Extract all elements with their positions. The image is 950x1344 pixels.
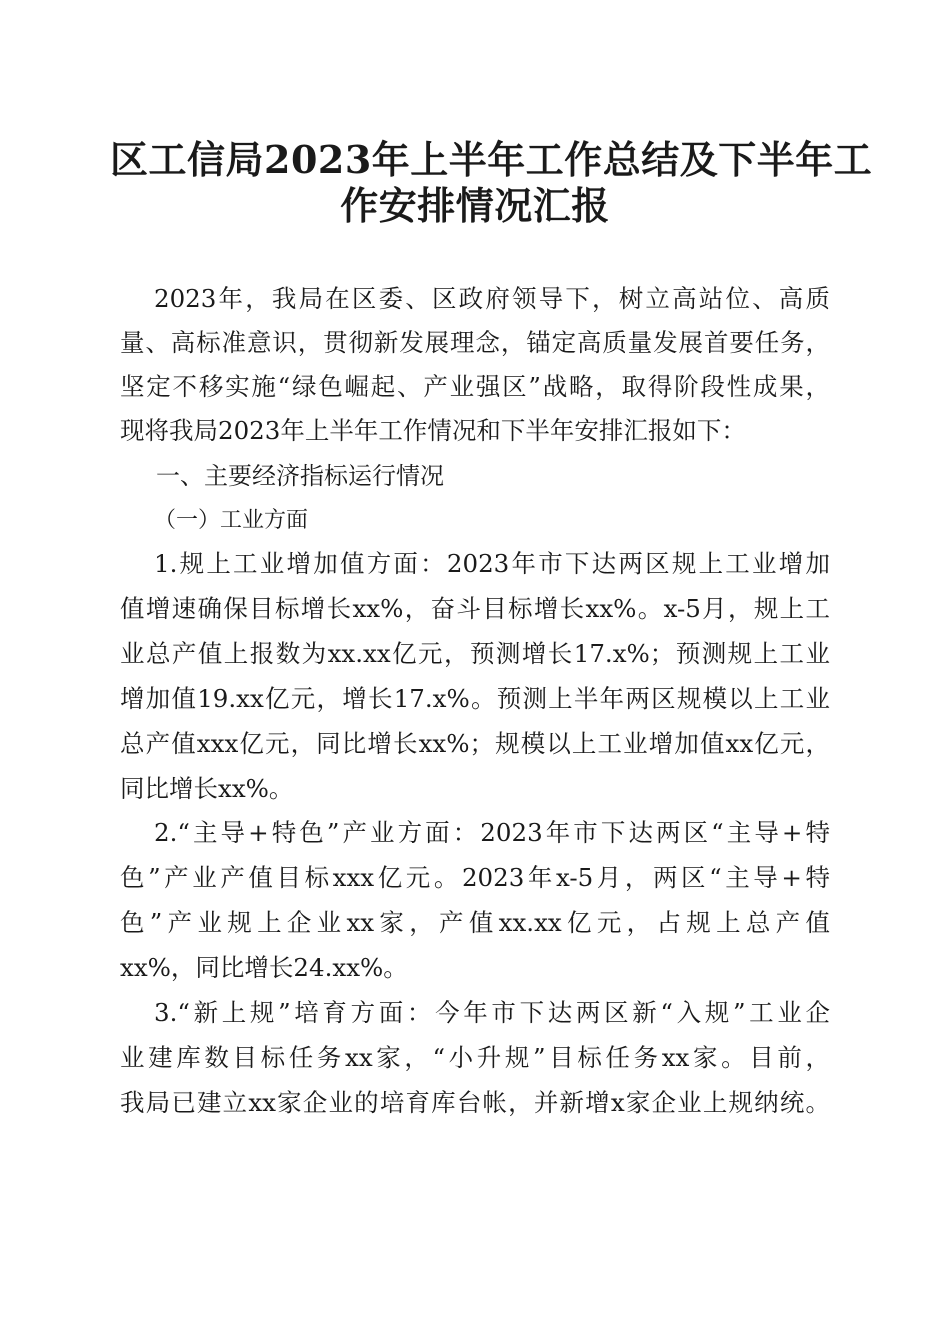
item1-line-6: 同比增长xx%。 — [120, 774, 294, 803]
document-title-line-1: 区工信局2023年上半年工作总结及下半年工 — [110, 137, 873, 182]
item3-line-2: 业建库数目标任务xx家，“小升规”目标任务xx家。目前， — [120, 1043, 830, 1072]
item1-line-4: 增加值19.xx亿元，增长17.x%。预测上半年两区规模以上工业 — [120, 684, 830, 713]
item2-line-2: 色”产业产值目标xxx亿元。2023年x-5月，两区“主导+特 — [120, 863, 830, 892]
item1-line-3: 业总产值上报数为xx.xx亿元，预测增长17.x%；预测规上工业 — [120, 639, 830, 668]
subsection-heading: （一）工业方面 — [154, 508, 309, 533]
item3-line-3: 我局已建立xx家企业的培育库台帐，并新增x家企业上规纳统。 — [120, 1088, 830, 1117]
item1-line-2: 值增速确保目标增长xx%，奋斗目标增长xx%。x-5月，规上工 — [120, 594, 830, 623]
item2-line-1: 2.“主导+特色”产业方面：2023年市下达两区“主导+特 — [154, 818, 830, 847]
item2-line-4: xx%，同比增长24.xx%。 — [120, 953, 408, 982]
intro-line-2: 量、高标准意识，贯彻新发展理念，锚定高质量发展首要任务， — [120, 328, 830, 357]
item2-line-3: 色”产业规上企业xx家，产值xx.xx亿元，占规上总产值 — [120, 908, 830, 937]
item1-line-1: 1.规上工业增加值方面：2023年市下达两区规上工业增加 — [154, 549, 830, 578]
item3-line-1: 3.“新上规”培育方面：今年市下达两区新“入规”工业企 — [154, 998, 830, 1027]
section-heading: 一、主要经济指标运行情况 — [156, 462, 444, 490]
intro-line-1: 2023年，我局在区委、区政府领导下，树立高站位、高质 — [154, 284, 830, 313]
document-title-line-2: 作安排情况汇报 — [340, 183, 610, 228]
intro-line-4: 现将我局2023年上半年工作情况和下半年安排汇报如下： — [120, 416, 746, 445]
intro-line-3: 坚定不移实施“绿色崛起、产业强区”战略，取得阶段性成果， — [120, 372, 830, 401]
item1-line-5: 总产值xxx亿元，同比增长xx%；规模以上工业增加值xx亿元， — [120, 729, 830, 758]
